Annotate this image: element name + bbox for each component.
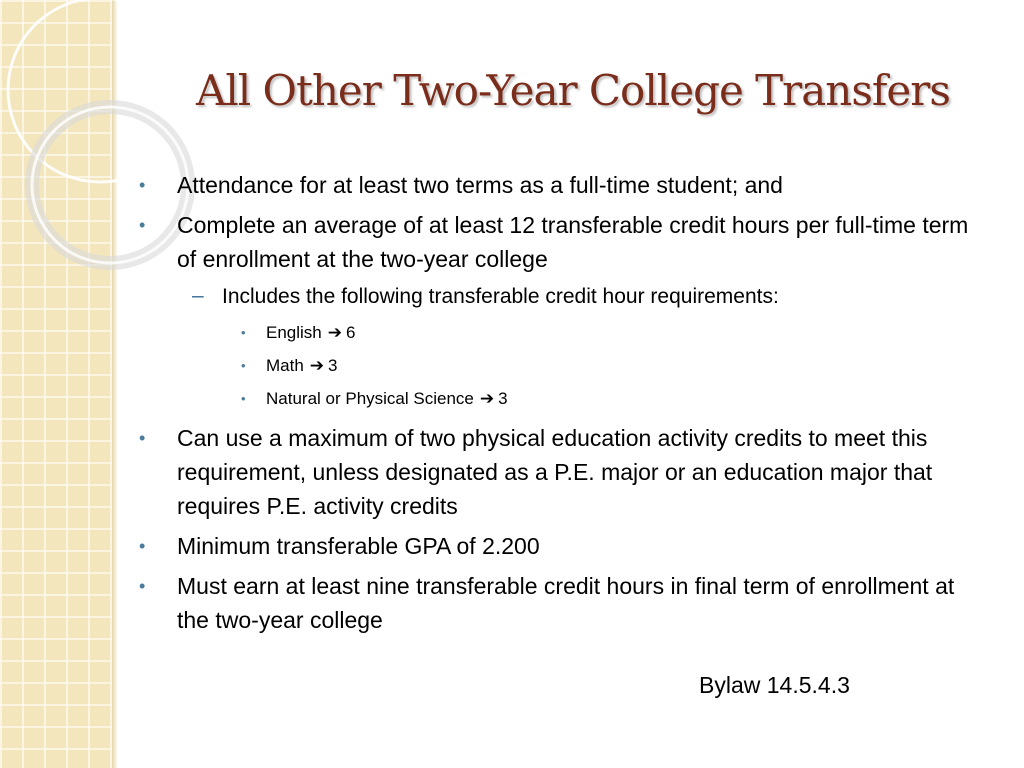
bullet-pe-credits xyxy=(130,421,980,523)
bullet-dot-icon: • xyxy=(241,391,246,406)
requirement-english xyxy=(130,316,980,349)
requirement-hours: 3 xyxy=(328,356,338,375)
bullet-attendance xyxy=(130,168,980,202)
bullet-dot-icon: • xyxy=(139,175,146,195)
bullet-text: Attendance for at least two terms as a full-time student; and xyxy=(177,172,783,198)
bullet-credit-hours xyxy=(130,208,980,276)
dash-icon: – xyxy=(192,284,204,307)
bullet-text: Can use a maximum of two physical education activity credits to meet this requirement, unless designated as a P.E. major or an education major that requires P.E. activity credits xyxy=(177,425,933,519)
bullet-dot-icon: • xyxy=(139,576,146,596)
requirement-science xyxy=(130,382,980,415)
requirement-hours: 3 xyxy=(498,389,508,408)
slide-body xyxy=(130,168,980,643)
bylaw-reference: Bylaw 14.5.4.3 xyxy=(699,672,850,698)
sub-bullet-requirements xyxy=(130,282,980,312)
arrow-right-icon: ➔ xyxy=(479,389,495,408)
slide-title: All Other Two-Year College Transfers xyxy=(196,66,950,115)
arrow-right-icon: ➔ xyxy=(309,356,325,375)
bullet-dot-icon: • xyxy=(241,325,246,340)
bullet-text: Must earn at least nine transferable credit hours in final term of enrollment at the two-year college xyxy=(177,573,955,633)
requirement-math xyxy=(130,349,980,382)
bullet-text: Minimum transferable GPA of 2.200 xyxy=(177,533,540,559)
bullet-dot-icon: • xyxy=(139,428,146,448)
sub-bullet-text: Includes the following transferable credit hour requirements: xyxy=(222,285,779,308)
bullet-dot-icon: • xyxy=(139,536,146,556)
bullet-text: Complete an average of at least 12 transferable credit hours per full-time term of enrollment at the two-year college xyxy=(177,212,969,272)
bullet-final-term xyxy=(130,569,980,637)
requirement-hours: 6 xyxy=(346,323,356,342)
bullet-dot-icon: • xyxy=(241,358,246,373)
arrow-right-icon: ➔ xyxy=(327,323,343,342)
requirement-subject: Natural or Physical Science xyxy=(266,389,474,408)
bullet-gpa xyxy=(130,529,980,563)
requirement-subject: Math xyxy=(266,356,304,375)
requirement-subject: English xyxy=(266,323,322,342)
bullet-dot-icon: • xyxy=(139,215,146,235)
